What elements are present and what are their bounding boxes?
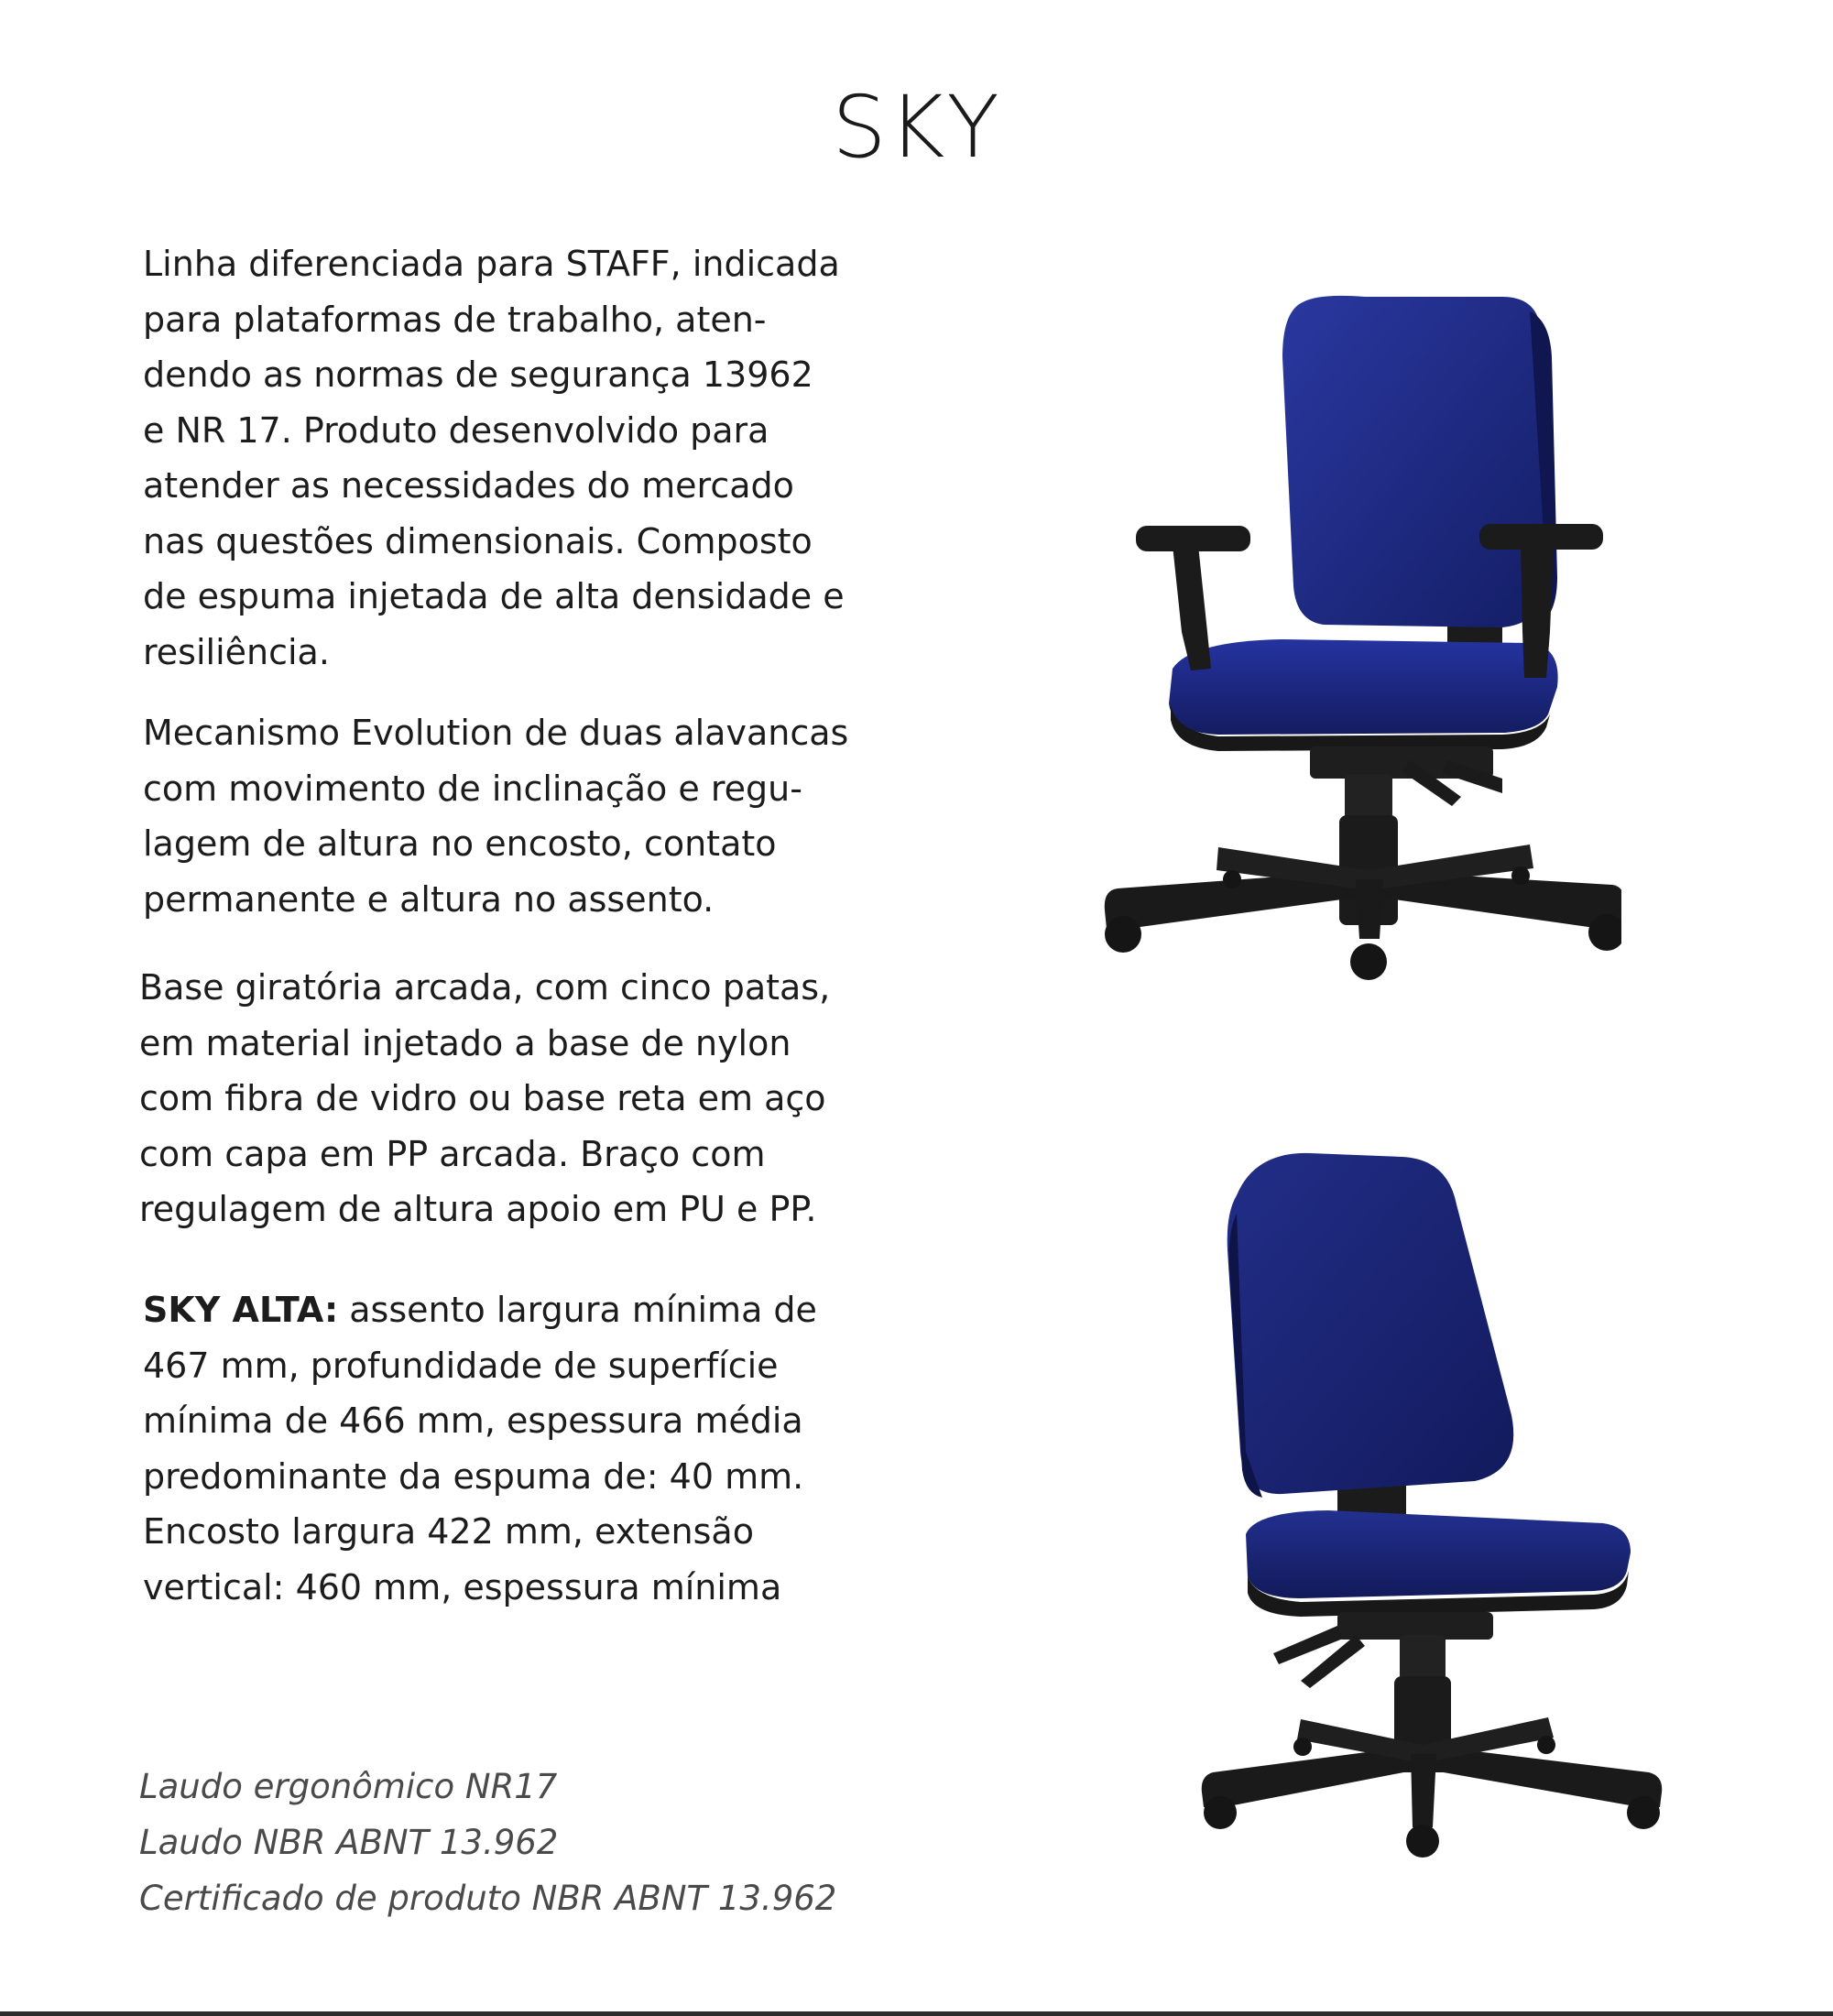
chair-with-arms-image — [1099, 284, 1621, 998]
mechanism-paragraph — [143, 705, 848, 927]
certification-item: Laudo NBR ABNT 13.962 — [139, 1823, 559, 1862]
text-line: vertical: 460 mm, espessura mínima — [143, 1566, 782, 1607]
text-line: 467 mm, profundidade de superfície — [143, 1345, 779, 1386]
text-line: em material injetado a base de nylon — [139, 1022, 791, 1063]
text-line: dendo as normas de segurança 13962 — [143, 354, 813, 395]
text-line: Mecanismo Evolution de duas alavancas — [143, 713, 849, 753]
text-line: atender as necessidades do mercado — [143, 465, 794, 506]
text-line: regulagem de altura apoio em PU e PP. — [139, 1189, 817, 1229]
intro-paragraph — [143, 236, 845, 680]
bottom-border — [0, 2011, 1833, 2016]
certification-item: Certificado de produto NBR ABNT 13.962 — [139, 1879, 837, 1918]
text-line: Base giratória arcada, com cinco patas, — [139, 967, 831, 1008]
page-title: SKY — [832, 78, 1001, 178]
chair-without-arms-image — [1200, 1140, 1676, 1864]
text-line: Linha diferenciada para STAFF, indicada — [143, 244, 840, 284]
text-line: com fibra de vidro ou base reta em aço — [139, 1078, 826, 1118]
text-line: predominante da espuma de: 40 mm. — [143, 1455, 804, 1497]
text-line: com movimento de inclinação e regu- — [143, 768, 802, 809]
certification-item: Laudo ergonômico NR17 — [139, 1767, 558, 1806]
text-line: resiliência. — [143, 631, 330, 672]
text-line: Encosto largura 422 mm, extensão — [143, 1511, 754, 1552]
text-line: permanente e altura no assento. — [143, 878, 715, 920]
text-line: lagem de altura no encosto, contato — [143, 823, 777, 864]
text-line: de espuma injetada de alta densidade e — [143, 576, 845, 616]
sky-alta-first-line: assento largura mínima de — [338, 1290, 817, 1330]
text-line: para plataformas de trabalho, aten- — [143, 299, 767, 340]
text-line: mínima de 466 mm, espessura média — [143, 1400, 803, 1441]
sky-alta-label: SKY ALTA: — [143, 1290, 339, 1330]
base-paragraph — [139, 960, 830, 1237]
sky-alta-paragraph — [143, 1282, 817, 1615]
text-line: nas questões dimensionais. Composto — [143, 520, 813, 561]
certifications-list — [139, 1759, 836, 1926]
text-line: com capa em PP arcada. Braço com — [139, 1133, 766, 1174]
text-line — [143, 1282, 817, 1338]
text-line: e NR 17. Produto desenvolvido para — [143, 409, 769, 451]
